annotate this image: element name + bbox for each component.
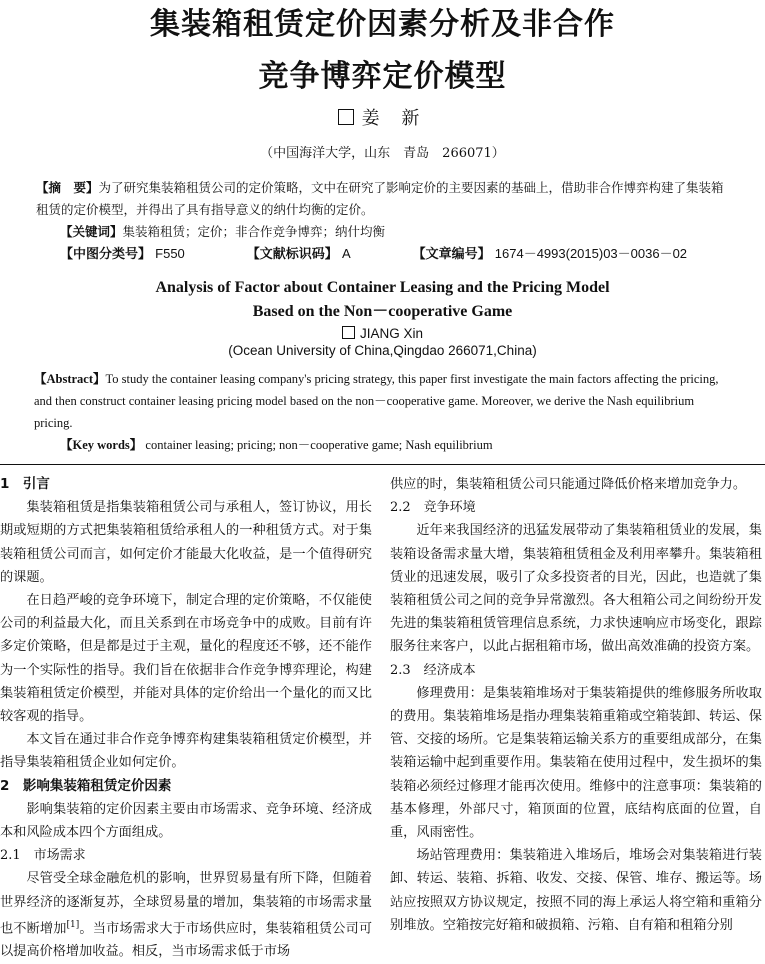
paragraph: 修理费用：是集装箱堆场对于集装箱提供的维修服务所收取的费用。集装箱堆场是指办理集装箱重箱或空箱装卸、转运、保管、交接的场所。它是集装箱运输关系方的重要组成部分，在集装箱运输中起到重要作用。集装箱在使用过程中，发生损坏的集装箱必须经过修理才能再次使用。维修中的注意事项：集装箱的基本修理，外部尺寸，箱顶面的位置，底结构底面的位置，自重，风雨密性。	[390, 685, 762, 841]
section-2-heading: 2 影响集装箱租赁定价因素	[0, 777, 172, 794]
en-abstract-text: To study the container leasing company's pricing strategy, this paper first investigate the main factors affecting the pricing, and then construct container leasing pricing model based on the non－cooperative game. Moreover, we derive the Nash equilibrium pricing.	[34, 372, 719, 430]
keywords-cn	[0, 221, 765, 243]
paragraph: 尽管受全球金融危机的影响，世界贸易量有所下降，但随着世界经济的逐渐复苏，全球贸易量的增加，集装箱的市场需求量也不断增加[1]。当市场需求大于市场供应时，集装箱租赁公司可以提高价格增加收益。相反，当市场需求低于市场	[0, 871, 373, 960]
paper-title-line1: 集装箱租赁定价因素分析及非合作	[150, 7, 615, 42]
section-2-1-heading: 2.1 市场需求	[0, 848, 86, 864]
en-title-line1: Analysis of Factor about Container Leasing and the Pricing Model	[155, 279, 610, 296]
paragraph: 近年来我国经济的迅猛发展带动了集装箱租赁业的发展，集装箱设备需求量大增，集装箱租赁租金及利用率攀升。集装箱租赁业的迅速发展，吸引了众多投资者的目光，因此，也造就了集装箱租赁公司之间的竞争异常激烈。各大租箱公司之间纷纷开发先进的集装箱租赁管理信息系统，力求快速响应市场变化，跟踪服务往来客户，以此占据租箱市场，做出高效准确的投资方案。	[390, 523, 762, 655]
en-author-box-icon	[342, 326, 355, 339]
author: 姜 新	[0, 104, 765, 130]
doc-code-label: 【文献标识码】	[246, 247, 338, 262]
en-keywords-label: 【Key words】	[60, 438, 143, 452]
keywords-en	[0, 434, 765, 456]
paper-title-line2: 竞争博弈定价模型	[258, 59, 507, 94]
keywords-label: 【关键词】	[60, 224, 123, 239]
left-column	[0, 473, 372, 964]
right-column	[390, 473, 762, 964]
keywords-text: 集装箱租赁；定价；非合作竞争博弈；纳什均衡	[122, 224, 386, 239]
doc-code-value: A	[341, 246, 351, 261]
meta-row	[0, 243, 765, 266]
paragraph-continued: 供应的时，集装箱租赁公司只能通过降低价格来增加竞争力。	[390, 477, 747, 492]
section-2-3-heading: 2.3 经济成本	[390, 662, 476, 678]
article-no-label: 【文章编号】	[412, 247, 491, 262]
paragraph: 在日趋严峻的竞争环境下，制定合理的定价策略，不仅能使公司的利益最大化，而且关系到在市场竞争中的成败。目前有许多定价策略，但是都是过于主观，量化的程度还不够，还不能作为一个实际性的指导。我们旨在依据非合作竞争博弈理论，构建集装箱租赁定价模型，并能对具体的定价给出一个量化的而又比较客观的指导。	[0, 593, 372, 725]
en-author: JIANG Xin	[0, 326, 765, 341]
en-keywords-text: container leasing; pricing; non－cooperative game; Nash equilibrium	[145, 438, 493, 452]
paragraph: 本文旨在通过非合作竞争博弈构建集装箱租赁定价模型，并指导集装箱租赁企业如何定价。	[0, 732, 372, 771]
abstract-label: 【摘 要】	[36, 180, 99, 195]
english-header	[0, 276, 765, 358]
author-box-icon	[338, 109, 354, 125]
paragraph: 场站管理费用：集装箱进入堆场后，堆场会对集装箱进行装卸、转运、装箱、拆箱、收发、交接、保管、堆存、搬运等。场站应按照双方协议规定，按照不同的海上承运人将空箱和重箱分别堆放。空箱按完好箱和破损箱、污箱、自有箱和租箱分别	[390, 848, 762, 933]
clc-value: F550	[155, 246, 185, 261]
article-no-value: 1674－4993(2015)03－0036－02	[494, 246, 688, 261]
abstract-cn	[0, 177, 765, 221]
en-abstract-label: 【Abstract】	[34, 372, 106, 386]
paragraph: 影响集装箱的定价因素主要由市场需求、竞争环境、经济成本和风险成本四个方面组成。	[0, 801, 372, 841]
abstract-text: 为了研究集装箱租赁公司的定价策略，文中在研究了影响定价的主要因素的基础上，借助非合作博弈构建了集装箱租赁的定价模型，并得出了具有指导意义的纳什均衡的定价。	[36, 180, 724, 217]
en-affiliation: (Ocean University of China,Qingdao 266071,China)	[228, 343, 537, 358]
section-1-heading: 1 引言	[0, 476, 50, 492]
en-title-line2: Based on the Non－cooperative Game	[252, 303, 513, 320]
abstract-en	[0, 368, 765, 434]
paragraph: 集装箱租赁是指集装箱租赁公司与承租人，签订协议，用长期或短期的方式把集装箱租赁给承租人的一种租赁方式。对于集装箱租赁公司而言，如何定价才能最大化收益，是一个值得研究的课题。	[0, 500, 372, 585]
divider	[0, 464, 765, 465]
body-columns	[0, 473, 765, 964]
clc-label: 【中图分类号】	[60, 247, 152, 262]
section-2-2-heading: 2.2 竞争环境	[390, 500, 476, 516]
citation: [1]	[66, 919, 80, 930]
header	[0, 0, 765, 161]
affiliation: （中国海洋大学，山东 青岛 266071）	[260, 146, 505, 161]
